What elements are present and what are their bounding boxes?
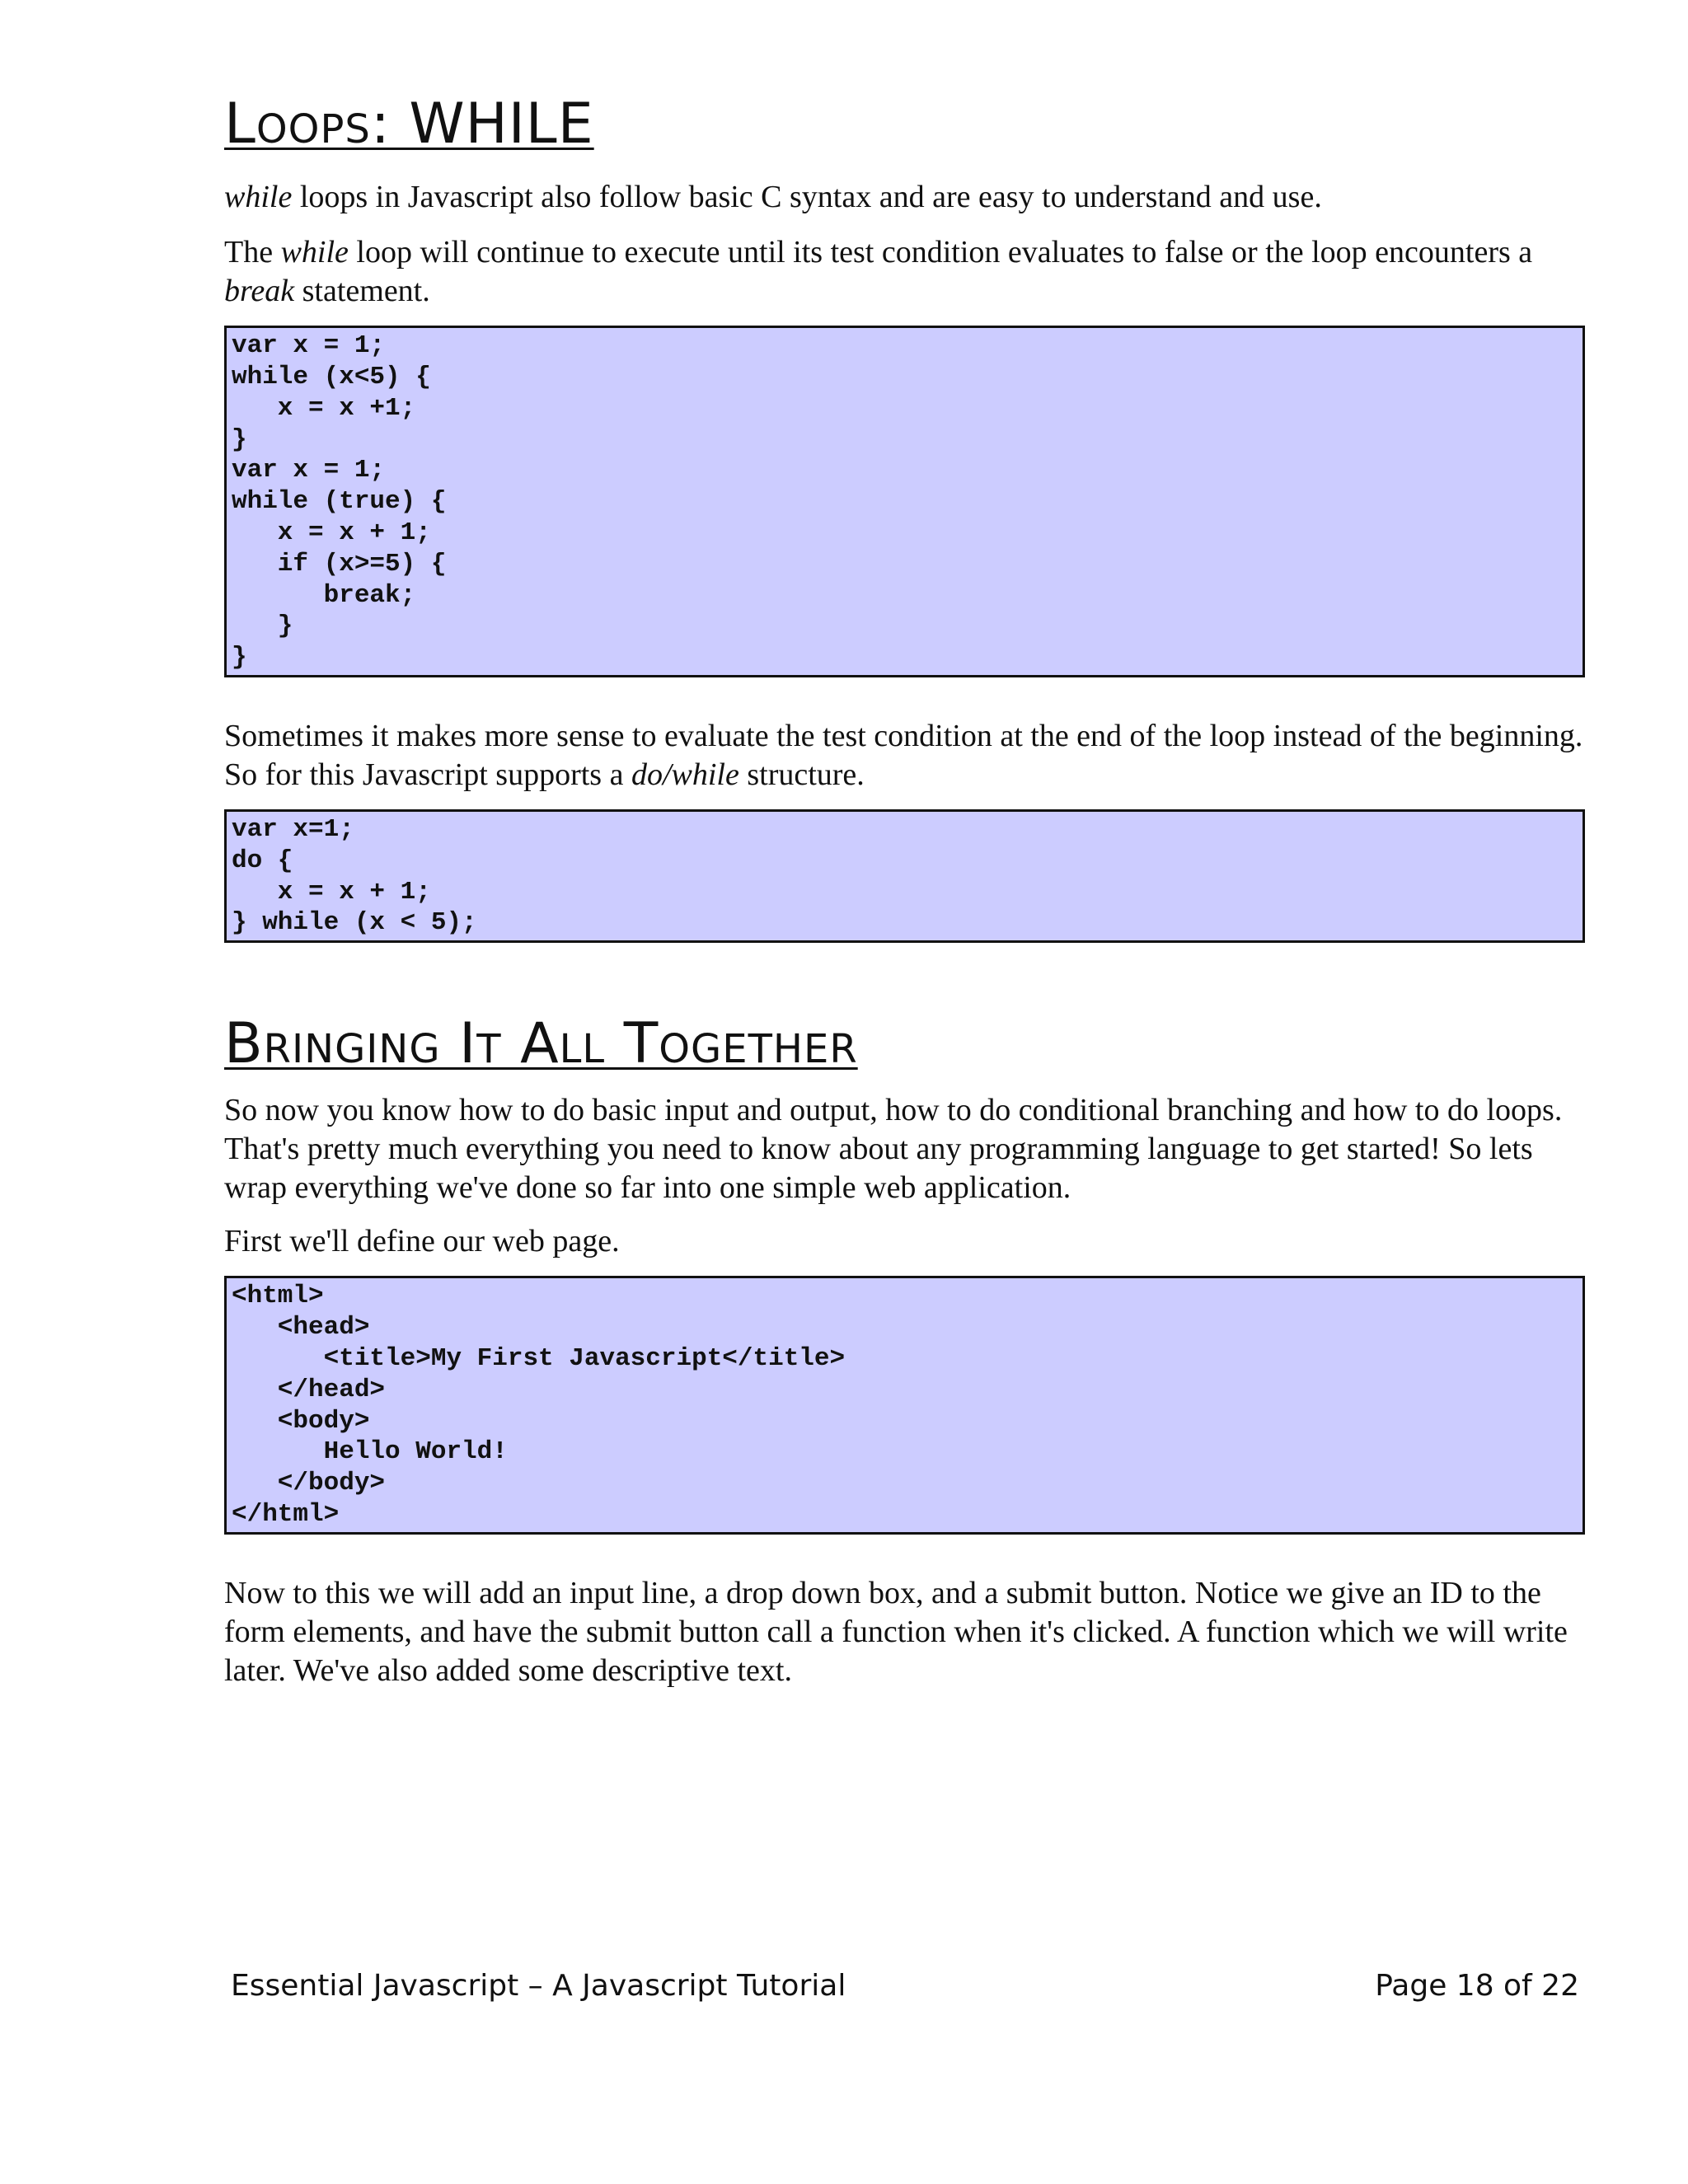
paragraph-text: structure. [738,757,865,792]
paragraph-text: loops in Javascript also follow basic C syntax and are easy to understand and use. [292,180,1322,215]
page-content [224,92,1584,1690]
paragraph-do-while-intro [224,717,1584,794]
emphasis-while: while [280,235,349,270]
paragraph-while-intro [224,178,1584,217]
emphasis-do-while: do/while [631,757,739,792]
paragraph-define-web-page: First we'll define our web page. [224,1224,620,1259]
paragraph-text: The [224,235,281,270]
footer-document-title: Essential Javascript – A Javascript Tutorial [231,1969,846,2003]
paragraph-bringing-together-intro: So now you know how to do basic input and output, how to do conditional branching and how to do loops. That's pretty much everything you need to know about any programming language to get started! So lets wrap everything we've done so far into one simple web application. [224,1093,1563,1206]
paragraph-text: Sometimes it makes more sense to evaluate the test condition at the end of the loop instead of the beginning. So for this Javascript supports a [224,718,1583,792]
paragraph-text: statement. [294,274,430,309]
page-footer [231,1968,1579,2004]
emphasis-while: while [224,180,293,215]
paragraph-add-form-elements: Now to this we will add an input line, a drop down box, and a submit button. Notice we give an ID to the form elements, and have the submit button call a function when it's clicked. A function which we will write later. We've also added some descriptive text. [224,1575,1568,1688]
heading-bringing-it-all-together: Bringing It All Together [224,1011,858,1077]
code-block-do-while: var x=1; do { x = x + 1; } while (x < 5); [224,809,1585,943]
footer-page-number: Page 18 of 22 [1375,1969,1579,2003]
heading-loops-while: Loops: WHILE [224,91,594,157]
emphasis-break: break [224,274,295,309]
paragraph-text: loop will continue to execute until its test condition evaluates to false or the loop encounters a [348,235,1533,270]
paragraph-while-description [224,233,1584,311]
code-block-while-loops: var x = 1; while (x<5) { x = x +1; } var x = 1; while (true) { x = x + 1; if (x>=5) { break; } } [224,326,1585,677]
code-block-html-page: <html> <head> <title>My First Javascript</title> </head> <body> Hello World! </body> </html> [224,1276,1585,1534]
